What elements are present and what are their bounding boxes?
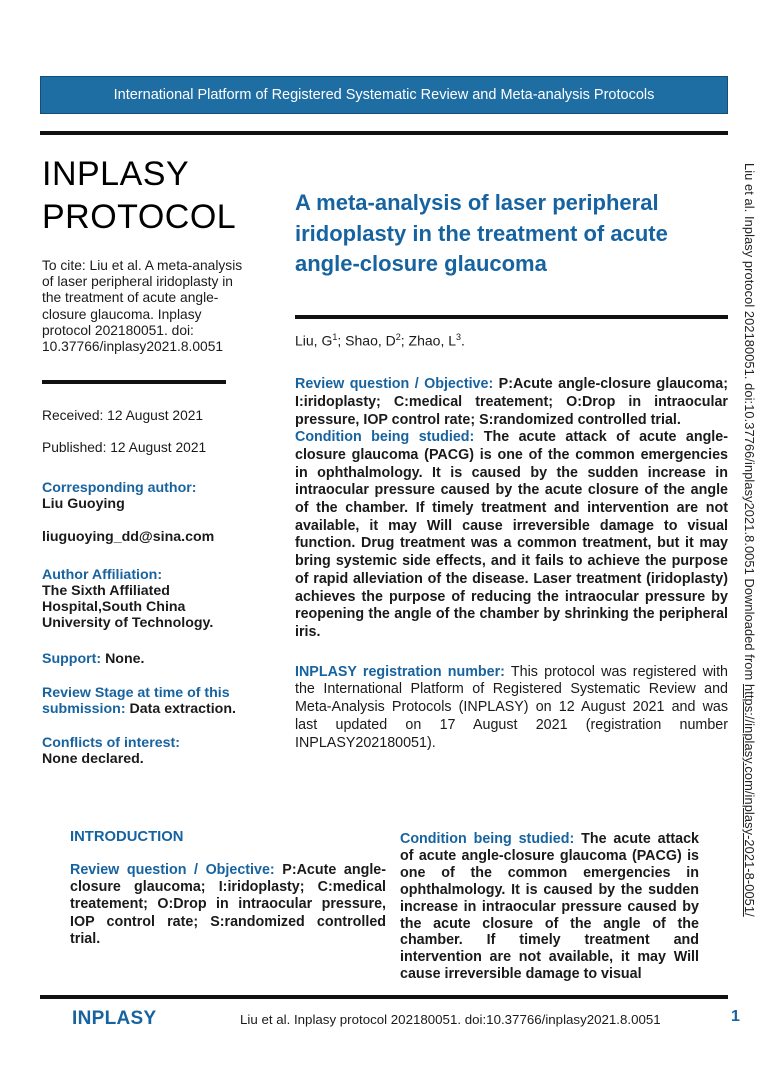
footer-divider bbox=[40, 995, 728, 999]
platform-banner bbox=[40, 76, 728, 114]
condition-studied-paragraph bbox=[295, 429, 728, 641]
introduction-left-column bbox=[70, 829, 386, 948]
platform-banner-text: International Platform of Registered Systematic Review and Meta-analysis Protocols bbox=[113, 87, 655, 103]
introduction-condition-paragraph bbox=[400, 831, 699, 983]
author-affiliation-block bbox=[42, 567, 246, 631]
conflicts-block bbox=[42, 735, 246, 767]
inplasy-protocol-wordmark bbox=[42, 153, 246, 239]
introduction-review-label: Review question / Objective: bbox=[70, 862, 275, 878]
registration-label: INPLASY registration number: bbox=[295, 663, 505, 680]
page-number: 1 bbox=[731, 1008, 740, 1025]
article-title: A meta-analysis of laser peripheral iridoplasty in the treatment of acute angle-closure glaucoma bbox=[295, 190, 668, 276]
registration-paragraph bbox=[295, 664, 728, 753]
introduction-condition-label: Condition being studied: bbox=[400, 831, 575, 847]
title-divider bbox=[295, 315, 728, 319]
introduction-heading: INTRODUCTION bbox=[70, 829, 184, 845]
author-3-affil-mark: 3 bbox=[456, 331, 462, 342]
footer-citation: Liu et al. Inplasy protocol 202180051. doi:10.37766/inplasy2021.8.0051 bbox=[240, 1012, 661, 1027]
authors-end: . bbox=[461, 332, 465, 349]
conflicts-value: None declared. bbox=[42, 751, 144, 768]
corresponding-author-value: Liu Guoying bbox=[42, 496, 125, 513]
authors-line bbox=[295, 332, 728, 349]
conflicts-label: Conflicts of interest: bbox=[42, 735, 180, 752]
review-question-paragraph bbox=[295, 376, 728, 429]
left-column bbox=[42, 153, 246, 767]
review-question-body: P:Acute angle-closure glaucoma; I:iridoplasty; C:medical treatement; O:Drop in intraocular pressure, IOP control rate; S:randomized controlled trial. bbox=[295, 376, 729, 428]
condition-studied-label: Condition being studied: bbox=[295, 429, 475, 446]
support-label: Support: bbox=[42, 651, 102, 668]
vertical-margin-citation bbox=[742, 163, 757, 917]
vertical-citation-text: Liu et al. Inplasy protocol 202180051. doi:10.37766/inplasy2021.8.0051 Downloaded from bbox=[742, 163, 757, 684]
header-divider bbox=[40, 131, 728, 135]
wordmark-line2: PROTOCOL bbox=[42, 198, 237, 236]
to-cite-text: To cite: Liu et al. A meta-analysis of laser peripheral iridoplasty in the treatment of acute angle-closure glaucoma. Inplasy protocol 202180051. doi: 10.37766/inplasy2021.8.0051 bbox=[42, 258, 243, 355]
author-1-affil-mark: 1 bbox=[332, 331, 338, 342]
review-stage-value: Data extraction. bbox=[129, 701, 236, 718]
author-3: ; Zhao, L bbox=[400, 332, 457, 349]
introduction-review-body: P:Acute angle-closure glaucoma; I:iridoplasty; C:medical treatement; O:Drop in intraocular pressure, IOP control rate; S:randomized controlled trial. bbox=[70, 862, 387, 947]
review-question-label: Review question / Objective: bbox=[295, 376, 494, 393]
author-2: ; Shao, D bbox=[337, 332, 396, 349]
footer-brand: INPLASY bbox=[72, 1008, 157, 1029]
introduction-review-paragraph bbox=[70, 862, 386, 948]
registration-body: This protocol was registered with the International Platform of Registered Systematic Review and Meta-Analysis Protocols (INPLASY) on 12 August 2021 and was last updated on 17 August 2021 (registration number INPLASY202180051). bbox=[295, 663, 729, 751]
wordmark-line1: INPLASY bbox=[42, 155, 190, 193]
support-value: None. bbox=[105, 651, 145, 668]
vertical-citation-link[interactable]: https://inplasy.com/inplasy-2021-8-0051/ bbox=[742, 683, 757, 917]
review-stage-label: Review Stage at time of this submission: bbox=[42, 685, 230, 718]
condition-studied-body: The acute attack of acute angle-closure glaucoma (PACG) is one of the common emergencies in ophthalmology. It is caused by the sudden increase in intraocular pressure caused by the acute closure of the angle of the chamber. If timely treatment and intervention are not available, it may Will cause irreversible damage to visual function. Drug treatment was a common treatment, but it may bring systemic side effects, and it fails to achieve the purpose of rapid alleviation of the disease. Laser treatment (iridoplasty) achieves the purpose of reducing the intraocular pressure by reopening the angle of the chamber by shrinking the peripheral iris. bbox=[295, 429, 728, 640]
support-block bbox=[42, 651, 246, 667]
introduction-condition-body: The acute attack of acute angle-closure glaucoma (PACG) is one of the common emergencies in ophthalmology. It is caused by the sudden increase in intraocular pressure caused by the acute closure of the angle of the chamber. If timely treatment and intervention are not available, it may Will cause irreversible damage to visual bbox=[400, 831, 699, 983]
corresponding-author-label: Corresponding author: bbox=[42, 480, 197, 497]
author-2-affil-mark: 2 bbox=[395, 331, 401, 342]
introduction-right-column bbox=[400, 831, 699, 983]
author-affiliation-value: The Sixth Affiliated Hospital,South China University of Technology. bbox=[42, 583, 214, 632]
left-column-divider bbox=[42, 380, 226, 384]
author-1: Liu, G bbox=[295, 332, 333, 349]
published-date: Published: 12 August 2021 bbox=[42, 440, 207, 456]
author-affiliation-label: Author Affiliation: bbox=[42, 567, 163, 584]
corresponding-author-email: liuguoying_dd@sina.com bbox=[42, 529, 215, 546]
review-stage-block bbox=[42, 685, 246, 717]
received-date: Received: 12 August 2021 bbox=[42, 408, 204, 424]
right-column bbox=[295, 188, 728, 752]
corresponding-author-block bbox=[42, 480, 246, 512]
